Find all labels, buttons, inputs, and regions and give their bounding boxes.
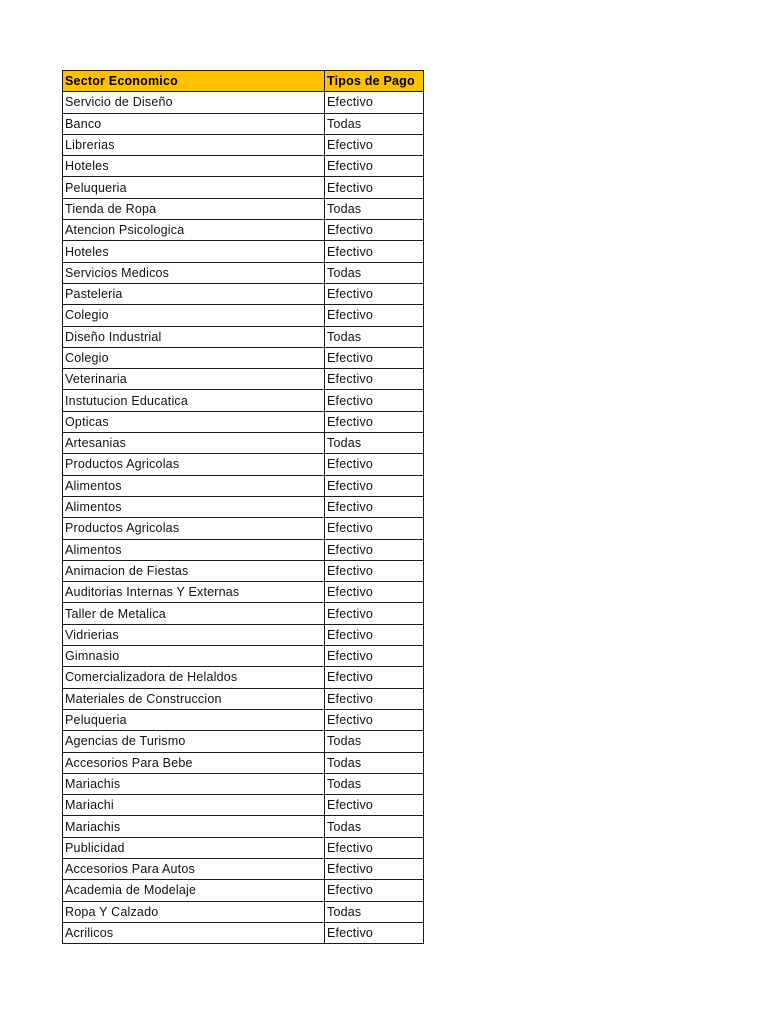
sector-cell: Pasteleria [63, 283, 325, 304]
table-row [63, 880, 424, 901]
sector-cell: Alimentos [63, 539, 325, 560]
payment-type-cell: Efectivo [325, 134, 424, 155]
table-row [63, 433, 424, 454]
sector-cell: Peluqueria [63, 177, 325, 198]
sector-cell: Acrilicos [63, 922, 325, 943]
sector-cell: Colegio [63, 347, 325, 368]
payment-type-cell: Todas [325, 113, 424, 134]
table-row [63, 795, 424, 816]
sector-cell: Mariachi [63, 795, 325, 816]
payment-type-cell: Efectivo [325, 624, 424, 645]
table-row [63, 220, 424, 241]
sector-cell: Banco [63, 113, 325, 134]
sector-cell: Instutucion Educatica [63, 390, 325, 411]
sector-cell: Librerias [63, 134, 325, 155]
payment-type-cell: Efectivo [325, 582, 424, 603]
sector-cell: Alimentos [63, 475, 325, 496]
sector-cell: Academia de Modelaje [63, 880, 325, 901]
payment-type-cell: Efectivo [325, 518, 424, 539]
sector-cell: Productos Agricolas [63, 518, 325, 539]
table-row [63, 156, 424, 177]
payment-type-cell: Efectivo [325, 241, 424, 262]
table-body [63, 92, 424, 944]
sector-cell: Vidrierias [63, 624, 325, 645]
table-row [63, 667, 424, 688]
table-row [63, 603, 424, 624]
payment-types-table [62, 70, 424, 944]
sector-cell: Veterinaria [63, 369, 325, 390]
table-row [63, 283, 424, 304]
payment-type-cell: Todas [325, 731, 424, 752]
payment-type-cell: Efectivo [325, 603, 424, 624]
payment-type-cell: Efectivo [325, 92, 424, 113]
payment-type-cell: Todas [325, 816, 424, 837]
table-row [63, 262, 424, 283]
sector-cell: Animacion de Fiestas [63, 560, 325, 581]
table-row [63, 646, 424, 667]
sector-cell: Accesorios Para Autos [63, 858, 325, 879]
sector-cell: Productos Agricolas [63, 454, 325, 475]
payment-type-cell: Efectivo [325, 858, 424, 879]
payment-type-cell: Todas [325, 262, 424, 283]
table-row [63, 582, 424, 603]
table-row [63, 752, 424, 773]
table-row [63, 177, 424, 198]
sector-cell: Atencion Psicologica [63, 220, 325, 241]
payment-type-cell: Efectivo [325, 305, 424, 326]
sector-cell: Colegio [63, 305, 325, 326]
table-row [63, 560, 424, 581]
table-row [63, 198, 424, 219]
table-row [63, 901, 424, 922]
payment-type-cell: Todas [325, 901, 424, 922]
payment-type-cell: Todas [325, 433, 424, 454]
sector-cell: Taller de Metalica [63, 603, 325, 624]
header-tipos-de-pago: Tipos de Pago [325, 71, 424, 92]
table-row [63, 688, 424, 709]
table-row [63, 134, 424, 155]
table-row [63, 496, 424, 517]
sector-cell: Mariachis [63, 773, 325, 794]
sector-cell: Auditorias Internas Y Externas [63, 582, 325, 603]
payment-type-cell: Efectivo [325, 369, 424, 390]
table-row [63, 539, 424, 560]
sector-cell: Comercializadora de Helaldos [63, 667, 325, 688]
table-row [63, 709, 424, 730]
sector-cell: Hoteles [63, 241, 325, 262]
table-row [63, 326, 424, 347]
sector-cell: Peluqueria [63, 709, 325, 730]
table-row [63, 454, 424, 475]
payment-type-cell: Efectivo [325, 795, 424, 816]
payment-type-cell: Efectivo [325, 667, 424, 688]
payment-type-cell: Todas [325, 198, 424, 219]
payment-type-cell: Todas [325, 326, 424, 347]
header-sector-economico: Sector Economico [63, 71, 325, 92]
payment-type-cell: Efectivo [325, 411, 424, 432]
table-row [63, 837, 424, 858]
sector-cell: Accesorios Para Bebe [63, 752, 325, 773]
payment-type-cell: Efectivo [325, 454, 424, 475]
payment-type-cell: Efectivo [325, 390, 424, 411]
table-row [63, 369, 424, 390]
table-row [63, 773, 424, 794]
table-row [63, 731, 424, 752]
sector-cell: Alimentos [63, 496, 325, 517]
payment-type-cell: Efectivo [325, 837, 424, 858]
sector-cell: Materiales de Construccion [63, 688, 325, 709]
sector-cell: Hoteles [63, 156, 325, 177]
sector-cell: Servicios Medicos [63, 262, 325, 283]
payment-type-cell: Efectivo [325, 922, 424, 943]
table-row [63, 347, 424, 368]
table-row [63, 475, 424, 496]
sector-cell: Diseño Industrial [63, 326, 325, 347]
sector-cell: Agencias de Turismo [63, 731, 325, 752]
payment-type-cell: Efectivo [325, 156, 424, 177]
table-row [63, 858, 424, 879]
sector-cell: Opticas [63, 411, 325, 432]
sector-cell: Ropa Y Calzado [63, 901, 325, 922]
table-row [63, 92, 424, 113]
sector-cell: Gimnasio [63, 646, 325, 667]
table-row [63, 922, 424, 943]
payment-type-cell: Efectivo [325, 646, 424, 667]
payment-type-cell: Efectivo [325, 539, 424, 560]
payment-type-cell: Efectivo [325, 709, 424, 730]
table-row [63, 390, 424, 411]
sector-cell: Tienda de Ropa [63, 198, 325, 219]
sector-cell: Mariachis [63, 816, 325, 837]
table-row [63, 518, 424, 539]
payment-type-cell: Efectivo [325, 220, 424, 241]
table-row [63, 305, 424, 326]
payment-type-cell: Efectivo [325, 475, 424, 496]
sector-cell: Servicio de Diseño [63, 92, 325, 113]
payment-type-cell: Efectivo [325, 880, 424, 901]
payment-type-cell: Todas [325, 752, 424, 773]
table-row [63, 411, 424, 432]
payment-type-cell: Todas [325, 773, 424, 794]
header-row [63, 71, 424, 92]
payment-type-cell: Efectivo [325, 688, 424, 709]
payment-type-cell: Efectivo [325, 347, 424, 368]
table-row [63, 816, 424, 837]
table-row [63, 113, 424, 134]
table-row [63, 624, 424, 645]
payment-type-cell: Efectivo [325, 177, 424, 198]
table-row [63, 241, 424, 262]
sector-cell: Artesanias [63, 433, 325, 454]
table-header [63, 71, 424, 92]
payment-type-cell: Efectivo [325, 560, 424, 581]
payment-type-cell: Efectivo [325, 283, 424, 304]
payment-type-cell: Efectivo [325, 496, 424, 517]
sector-cell: Publicidad [63, 837, 325, 858]
